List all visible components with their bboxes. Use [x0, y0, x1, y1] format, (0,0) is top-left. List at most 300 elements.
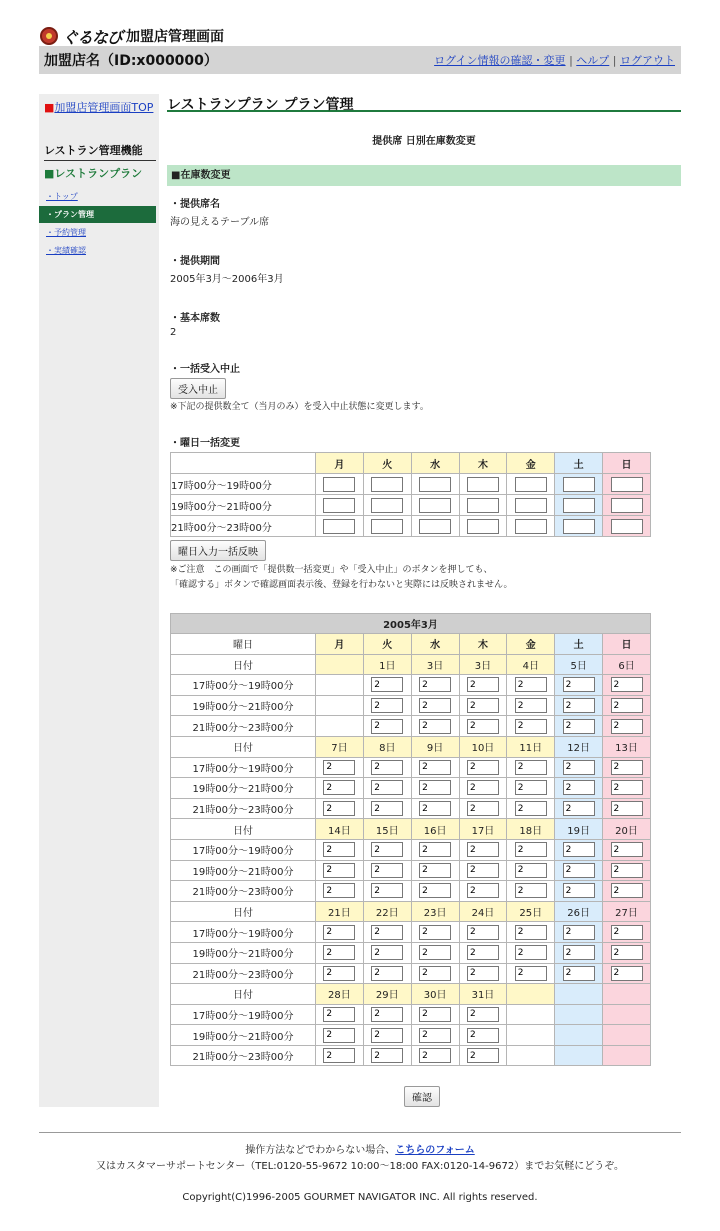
stock-input-sat[interactable] — [563, 780, 595, 795]
stock-cell — [316, 695, 364, 716]
stock-cell — [459, 942, 507, 963]
stock-cell — [411, 963, 459, 984]
stock-cell — [316, 716, 364, 737]
stock-cell — [555, 778, 603, 799]
stock-input-sun[interactable] — [611, 925, 643, 940]
stock-cell — [459, 1045, 507, 1066]
stock-input-tue[interactable] — [371, 698, 403, 713]
stock-cell — [459, 860, 507, 881]
bulk-input-sun[interactable] — [611, 498, 643, 513]
date-cell-sun — [603, 984, 651, 1005]
bulk-input-mon[interactable] — [323, 477, 355, 492]
date-cell-sun: 27日 — [603, 901, 651, 922]
date-cell-wed: 23日 — [411, 901, 459, 922]
stock-input-tue[interactable] — [371, 1048, 403, 1063]
stock-cell — [603, 1025, 651, 1046]
stock-cell — [316, 963, 364, 984]
stock-input-mon[interactable] — [323, 883, 355, 898]
stock-cell — [603, 778, 651, 799]
stock-cell — [411, 860, 459, 881]
confirm-button[interactable]: 確認 — [404, 1086, 440, 1107]
bulk-input-fri[interactable] — [515, 519, 547, 534]
sidebar-section-title: レストラン管理機能 — [44, 142, 156, 161]
timeslot-label: 17時00分〜19時00分 — [171, 757, 316, 778]
stock-input-sat[interactable] — [563, 698, 595, 713]
stock-input-wed[interactable] — [419, 966, 451, 981]
calendar-header-wed: 水 — [411, 634, 459, 655]
sidebar-item-top[interactable] — [39, 188, 156, 205]
stock-input-sat[interactable] — [563, 719, 595, 734]
bulk-input-wed[interactable] — [419, 519, 451, 534]
stock-input-wed[interactable] — [419, 1007, 451, 1022]
empty-header-cell — [171, 453, 316, 474]
calendar-header-sun: 日 — [603, 634, 651, 655]
footer-help-text: 操作方法などでわからない場合、 — [245, 1145, 396, 1156]
stock-input-sat[interactable] — [563, 842, 595, 857]
stock-cell — [459, 1004, 507, 1025]
timeslot-row — [171, 963, 651, 984]
date-cell-fri: 25日 — [507, 901, 555, 922]
stock-cell — [507, 757, 555, 778]
stock-input-mon[interactable] — [323, 1048, 355, 1063]
stock-cell — [411, 716, 459, 737]
timeslot-row — [171, 798, 651, 819]
stock-input-fri[interactable] — [515, 698, 547, 713]
sidebar-item-label[interactable]: ・実績確認 — [46, 246, 86, 255]
stock-cell — [459, 675, 507, 696]
stock-input-fri[interactable] — [515, 842, 547, 857]
timeslot-label: 19時00分〜21時00分 — [171, 942, 316, 963]
stock-cell — [603, 1045, 651, 1066]
sidebar-item-results[interactable] — [39, 242, 156, 259]
stock-input-fri[interactable] — [515, 677, 547, 692]
bulk-cell — [411, 495, 459, 516]
date-cell-fri — [507, 984, 555, 1005]
stock-input-fri[interactable] — [515, 883, 547, 898]
weekday-header-thu: 木 — [459, 453, 507, 474]
page-subtitle: 提供席 日別在庫数変更 — [372, 136, 476, 147]
stock-cell — [363, 798, 411, 819]
link-separator: | — [612, 54, 617, 67]
stock-cell — [363, 1004, 411, 1025]
bulk-input-thu[interactable] — [467, 477, 499, 492]
login-info-link[interactable]: ログイン情報の確認・変更 — [434, 54, 566, 67]
stock-cell — [555, 1045, 603, 1066]
stock-input-sat[interactable] — [563, 760, 595, 775]
stock-input-thu[interactable] — [467, 945, 499, 960]
calendar-header-thu: 木 — [459, 634, 507, 655]
stock-input-thu[interactable] — [467, 863, 499, 878]
stock-input-thu[interactable] — [467, 883, 499, 898]
timeslot-row — [171, 675, 651, 696]
bulk-cell — [603, 516, 651, 537]
stock-cell — [411, 922, 459, 943]
period-label: ・提供期間 — [170, 256, 220, 267]
date-cell-fri: 18日 — [507, 819, 555, 840]
date-cell-mon: 21日 — [316, 901, 364, 922]
bulk-input-sun[interactable] — [611, 477, 643, 492]
page-title: レストランプラン プラン管理 — [167, 94, 681, 112]
stock-cell — [507, 963, 555, 984]
stock-input-sat[interactable] — [563, 677, 595, 692]
stock-input-sun[interactable] — [611, 698, 643, 713]
stock-input-mon[interactable] — [323, 1028, 355, 1043]
stock-input-wed[interactable] — [419, 863, 451, 878]
sidebar-item-label[interactable]: ・トップ — [46, 192, 78, 201]
date-cell-fri: 11日 — [507, 736, 555, 757]
bulk-input-mon[interactable] — [323, 498, 355, 513]
stock-cell — [555, 716, 603, 737]
stock-input-tue[interactable] — [371, 801, 403, 816]
bulk-cell — [459, 495, 507, 516]
date-cell-wed: 9日 — [411, 736, 459, 757]
stock-input-thu[interactable] — [467, 925, 499, 940]
stock-input-fri[interactable] — [515, 801, 547, 816]
stop-accepting-button[interactable]: 受入中止 — [170, 378, 226, 399]
timeslot-label: 21時00分〜23時00分 — [171, 963, 316, 984]
timeslot-label: 19時00分〜21時00分 — [171, 495, 316, 516]
stock-input-wed[interactable] — [419, 698, 451, 713]
stock-input-sat[interactable] — [563, 925, 595, 940]
stock-cell — [411, 839, 459, 860]
bulk-cell — [363, 516, 411, 537]
stock-input-thu[interactable] — [467, 719, 499, 734]
timeslot-row — [171, 778, 651, 799]
stock-cell — [363, 922, 411, 943]
base-seats-label: ・基本席数 — [170, 313, 220, 324]
bulk-cell — [459, 474, 507, 495]
weekday-header-wed: 水 — [411, 453, 459, 474]
weekday-header-tue: 火 — [363, 453, 411, 474]
stock-cell — [555, 963, 603, 984]
bulk-input-mon[interactable] — [323, 519, 355, 534]
caution-note-1: ※ご注意 この画面で「提供数一括変更」や「受入中止」のボタンを押しても、 — [170, 565, 493, 575]
stock-input-tue[interactable] — [371, 863, 403, 878]
stock-cell — [603, 1004, 651, 1025]
stock-input-tue[interactable] — [371, 966, 403, 981]
brand-name: ぐるなび — [62, 27, 123, 47]
bulk-cell — [363, 495, 411, 516]
stock-input-mon[interactable] — [323, 760, 355, 775]
stock-cell — [507, 839, 555, 860]
admin-top-link[interactable]: 加盟店管理画面TOP — [54, 101, 154, 114]
stock-input-wed[interactable] — [419, 719, 451, 734]
account-links — [434, 52, 675, 68]
bulk-input-wed[interactable] — [419, 477, 451, 492]
stock-input-tue[interactable] — [371, 677, 403, 692]
date-cell-mon: 14日 — [316, 819, 364, 840]
logo — [40, 26, 224, 46]
weekday-bulk-label: ・曜日一括変更 — [170, 438, 240, 449]
stock-cell — [603, 757, 651, 778]
stock-cell — [459, 716, 507, 737]
stock-input-mon[interactable] — [323, 966, 355, 981]
timeslot-label: 19時00分〜21時00分 — [171, 860, 316, 881]
date-cell-tue: 1日 — [363, 654, 411, 675]
apply-weekday-button[interactable]: 曜日入力一括反映 — [170, 540, 266, 561]
stock-cell — [507, 922, 555, 943]
date-cell-sat — [555, 984, 603, 1005]
bulk-input-fri[interactable] — [515, 477, 547, 492]
stock-input-thu[interactable] — [467, 780, 499, 795]
stock-input-thu[interactable] — [467, 1028, 499, 1043]
calendar-header-sat: 土 — [555, 634, 603, 655]
stock-cell — [363, 860, 411, 881]
bulk-input-sat[interactable] — [563, 519, 595, 534]
stock-cell — [411, 675, 459, 696]
calendar-month: 2005年3月 — [171, 614, 651, 634]
stock-input-sat[interactable] — [563, 883, 595, 898]
stock-input-sun[interactable] — [611, 760, 643, 775]
stock-cell — [507, 942, 555, 963]
stock-input-sun[interactable] — [611, 945, 643, 960]
stock-cell — [459, 881, 507, 902]
stock-input-thu[interactable] — [467, 966, 499, 981]
stock-input-fri[interactable] — [515, 863, 547, 878]
date-row-label: 日付 — [171, 736, 316, 757]
stock-input-wed[interactable] — [419, 925, 451, 940]
stock-cell — [363, 963, 411, 984]
sidebar — [39, 94, 159, 1107]
bulk-cell — [411, 516, 459, 537]
stock-input-thu[interactable] — [467, 1007, 499, 1022]
stock-cell — [363, 675, 411, 696]
stock-input-sat[interactable] — [563, 801, 595, 816]
stock-cell — [555, 942, 603, 963]
stock-input-fri[interactable] — [515, 780, 547, 795]
sidebar-plan-title: ■レストランプラン — [44, 167, 143, 180]
stock-cell — [411, 942, 459, 963]
stock-input-tue[interactable] — [371, 780, 403, 795]
weekday-header-sun: 日 — [603, 453, 651, 474]
stock-cell — [459, 1025, 507, 1046]
stock-input-fri[interactable] — [515, 719, 547, 734]
stock-input-sun[interactable] — [611, 801, 643, 816]
date-cell-wed: 3日 — [411, 654, 459, 675]
bulk-cell — [507, 516, 555, 537]
timeslot-row — [171, 942, 651, 963]
stock-cell — [603, 839, 651, 860]
stock-input-tue[interactable] — [371, 760, 403, 775]
stock-cell — [555, 675, 603, 696]
bulk-input-thu[interactable] — [467, 519, 499, 534]
timeslot-row — [171, 860, 651, 881]
stock-cell — [363, 778, 411, 799]
stock-cell — [555, 881, 603, 902]
shop-bar — [39, 46, 681, 74]
bulk-stop-label: ・一括受入中止 — [170, 364, 240, 375]
footer-divider — [39, 1132, 681, 1133]
timeslot-row — [171, 881, 651, 902]
stock-cell — [316, 881, 364, 902]
bulk-cell — [316, 495, 364, 516]
stock-cell — [603, 675, 651, 696]
timeslot-label: 21時00分〜23時00分 — [171, 516, 316, 537]
stock-cell — [603, 860, 651, 881]
stock-cell — [411, 1004, 459, 1025]
timeslot-label: 17時00分〜19時00分 — [171, 1004, 316, 1025]
bulk-cell — [363, 474, 411, 495]
stock-cell — [459, 922, 507, 943]
bulk-input-sat[interactable] — [563, 477, 595, 492]
date-cell-sat: 5日 — [555, 654, 603, 675]
stock-input-sun[interactable] — [611, 780, 643, 795]
stock-input-thu[interactable] — [467, 760, 499, 775]
stock-input-tue[interactable] — [371, 883, 403, 898]
calendar-body — [171, 654, 651, 1066]
stock-cell — [603, 942, 651, 963]
stock-cell — [411, 695, 459, 716]
stock-input-wed[interactable] — [419, 677, 451, 692]
stock-input-mon[interactable] — [323, 925, 355, 940]
stock-input-fri[interactable] — [515, 760, 547, 775]
weekday-header-mon: 月 — [316, 453, 364, 474]
stock-input-thu[interactable] — [467, 677, 499, 692]
timeslot-row — [171, 757, 651, 778]
stock-input-sun[interactable] — [611, 842, 643, 857]
bulk-input-fri[interactable] — [515, 498, 547, 513]
sidebar-item-label[interactable]: ・予約管理 — [46, 228, 86, 237]
bulk-input-thu[interactable] — [467, 498, 499, 513]
stock-cell — [459, 963, 507, 984]
stock-input-wed[interactable] — [419, 945, 451, 960]
stock-input-mon[interactable] — [323, 863, 355, 878]
help-link[interactable]: ヘルプ — [576, 54, 610, 67]
stock-cell — [507, 860, 555, 881]
bulk-cell — [507, 495, 555, 516]
stock-input-tue[interactable] — [371, 1007, 403, 1022]
stock-input-wed[interactable] — [419, 1028, 451, 1043]
timeslot-label: 17時00分〜19時00分 — [171, 922, 316, 943]
sidebar-item-plan[interactable] — [39, 206, 156, 223]
stock-input-mon[interactable] — [323, 842, 355, 857]
stock-cell — [316, 860, 364, 881]
bulk-cell — [555, 516, 603, 537]
stock-input-mon[interactable] — [323, 945, 355, 960]
stock-input-fri[interactable] — [515, 966, 547, 981]
stock-input-fri[interactable] — [515, 945, 547, 960]
stock-cell — [555, 695, 603, 716]
bulk-input-tue[interactable] — [371, 477, 403, 492]
stock-cell — [603, 881, 651, 902]
date-cell-sat: 19日 — [555, 819, 603, 840]
stock-input-mon[interactable] — [323, 780, 355, 795]
bulk-input-wed[interactable] — [419, 498, 451, 513]
bulk-cell — [316, 474, 364, 495]
stock-cell — [316, 1025, 364, 1046]
base-seats-value: 2 — [170, 327, 177, 338]
admin-top-link-row — [44, 99, 153, 115]
stock-input-thu[interactable] — [467, 1048, 499, 1063]
stock-input-tue[interactable] — [371, 925, 403, 940]
stock-input-sat[interactable] — [563, 966, 595, 981]
timeslot-row — [171, 1025, 651, 1046]
stock-input-mon[interactable] — [323, 1007, 355, 1022]
stock-input-wed[interactable] — [419, 780, 451, 795]
stock-input-wed[interactable] — [419, 801, 451, 816]
date-cell-sun: 20日 — [603, 819, 651, 840]
timeslot-row — [171, 695, 651, 716]
stock-input-wed[interactable] — [419, 883, 451, 898]
stock-cell — [411, 1025, 459, 1046]
calendar-header-tue: 火 — [363, 634, 411, 655]
stock-cell — [459, 839, 507, 860]
stock-cell — [507, 778, 555, 799]
stock-input-sat[interactable] — [563, 863, 595, 878]
stock-input-sat[interactable] — [563, 945, 595, 960]
stock-input-wed[interactable] — [419, 760, 451, 775]
stock-input-sun[interactable] — [611, 719, 643, 734]
date-cell-sat: 26日 — [555, 901, 603, 922]
bulk-input-sun[interactable] — [611, 519, 643, 534]
bulk-cell — [316, 516, 364, 537]
timeslot-label: 17時00分〜19時00分 — [171, 675, 316, 696]
stock-input-tue[interactable] — [371, 719, 403, 734]
stock-cell — [507, 716, 555, 737]
timeslot-label: 17時00分〜19時00分 — [171, 474, 316, 495]
stock-input-thu[interactable] — [467, 842, 499, 857]
stock-input-sun[interactable] — [611, 677, 643, 692]
logout-link[interactable]: ログアウト — [620, 54, 675, 67]
stock-cell — [316, 757, 364, 778]
bulk-input-tue[interactable] — [371, 498, 403, 513]
stock-cell — [603, 798, 651, 819]
timeslot-label: 21時00分〜23時00分 — [171, 881, 316, 902]
bulk-cell — [603, 495, 651, 516]
date-cell-wed: 16日 — [411, 819, 459, 840]
stock-input-tue[interactable] — [371, 842, 403, 857]
stock-input-sun[interactable] — [611, 863, 643, 878]
stock-cell — [555, 798, 603, 819]
stock-cell — [411, 1045, 459, 1066]
stock-cell — [363, 1025, 411, 1046]
stock-input-wed[interactable] — [419, 1048, 451, 1063]
timeslot-label: 21時00分〜23時00分 — [171, 798, 316, 819]
bulk-input-sat[interactable] — [563, 498, 595, 513]
period-value: 2005年3月〜2006年3月 — [170, 274, 284, 285]
stock-input-mon[interactable] — [323, 801, 355, 816]
weekday-bulk-table — [170, 452, 651, 537]
stock-cell — [363, 942, 411, 963]
timeslot-row — [171, 922, 651, 943]
sidebar-item-reservation[interactable] — [39, 224, 156, 241]
red-square-icon: ■ — [44, 101, 55, 114]
calendar-header-fri: 金 — [507, 634, 555, 655]
stock-input-fri[interactable] — [515, 925, 547, 940]
stock-input-tue[interactable] — [371, 945, 403, 960]
timeslot-label: 19時00分〜21時00分 — [171, 778, 316, 799]
footer-help-line — [0, 1141, 720, 1156]
main-content — [167, 94, 681, 1066]
stock-cell — [555, 1004, 603, 1025]
weekday-header-fri: 金 — [507, 453, 555, 474]
stock-cell — [411, 881, 459, 902]
stock-cell — [411, 757, 459, 778]
contact-form-link[interactable]: こちらのフォーム — [395, 1145, 475, 1156]
stock-input-thu[interactable] — [467, 801, 499, 816]
timeslot-label: 21時00分〜23時00分 — [171, 716, 316, 737]
stock-input-wed[interactable] — [419, 842, 451, 857]
date-cell-tue: 15日 — [363, 819, 411, 840]
calendar-table — [170, 613, 651, 1066]
stock-input-thu[interactable] — [467, 698, 499, 713]
seat-name-value: 海の見えるテーブル席 — [170, 217, 270, 228]
date-cell-tue: 22日 — [363, 901, 411, 922]
stock-input-sun[interactable] — [611, 966, 643, 981]
stock-input-tue[interactable] — [371, 1028, 403, 1043]
bulk-input-tue[interactable] — [371, 519, 403, 534]
stock-input-sun[interactable] — [611, 883, 643, 898]
